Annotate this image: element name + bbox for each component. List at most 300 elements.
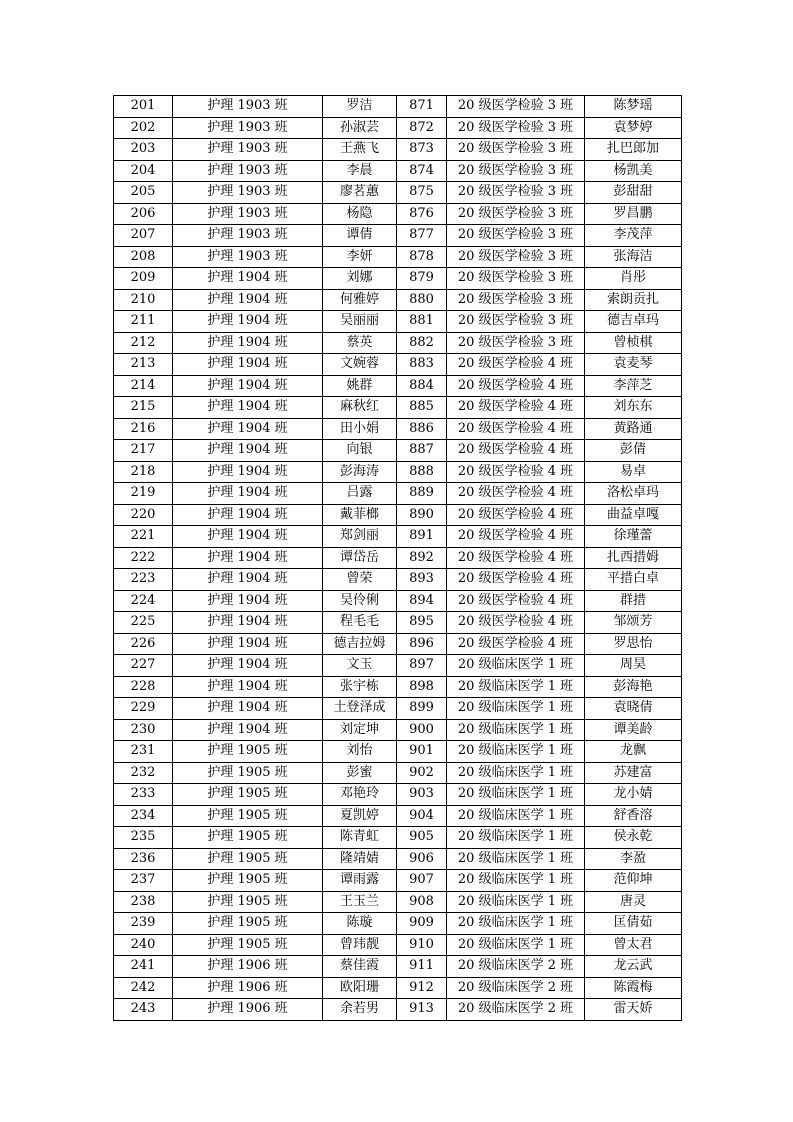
table-row — [114, 977, 682, 999]
class-cell: 护理 1904 班 — [173, 311, 323, 333]
name-cell-right: 龙云武 — [585, 956, 682, 978]
table-row — [114, 719, 682, 741]
name-cell: 刘定坤 — [323, 719, 397, 741]
table-row — [114, 483, 682, 505]
name-cell-right: 邹颂芳 — [585, 612, 682, 634]
class-cell-right: 20 级临床医学 1 班 — [447, 848, 585, 870]
seat-number-cell: 873 — [397, 139, 447, 161]
seat-number-cell: 879 — [397, 268, 447, 290]
name-cell: 吴丽丽 — [323, 311, 397, 333]
class-cell-right: 20 级医学检验 4 班 — [447, 397, 585, 419]
name-cell: 陈青虹 — [323, 827, 397, 849]
class-cell: 护理 1904 班 — [173, 375, 323, 397]
seat-number-cell: 877 — [397, 225, 447, 247]
seat-number-cell: 900 — [397, 719, 447, 741]
class-cell: 护理 1904 班 — [173, 483, 323, 505]
name-cell-right: 袁晓倩 — [585, 698, 682, 720]
row-number-cell: 219 — [114, 483, 173, 505]
row-number-cell: 229 — [114, 698, 173, 720]
row-number-cell: 237 — [114, 870, 173, 892]
row-number-cell: 241 — [114, 956, 173, 978]
class-cell: 护理 1904 班 — [173, 354, 323, 376]
class-cell: 护理 1904 班 — [173, 655, 323, 677]
class-cell-right: 20 级临床医学 1 班 — [447, 827, 585, 849]
name-cell: 曾荣 — [323, 569, 397, 591]
row-number-cell: 222 — [114, 547, 173, 569]
name-cell: 罗洁 — [323, 96, 397, 118]
class-cell-right: 20 级临床医学 2 班 — [447, 977, 585, 999]
seat-number-cell: 893 — [397, 569, 447, 591]
name-cell: 曾玮靓 — [323, 934, 397, 956]
table-row — [114, 246, 682, 268]
class-cell-right: 20 级医学检验 3 班 — [447, 225, 585, 247]
name-cell-right: 扎西措姆 — [585, 547, 682, 569]
table-row — [114, 418, 682, 440]
class-cell: 护理 1904 班 — [173, 418, 323, 440]
name-cell-right: 群措 — [585, 590, 682, 612]
class-cell: 护理 1905 班 — [173, 891, 323, 913]
class-cell-right: 20 级临床医学 1 班 — [447, 913, 585, 935]
table-row — [114, 956, 682, 978]
name-cell: 欧阳珊 — [323, 977, 397, 999]
class-cell-right: 20 级医学检验 4 班 — [447, 461, 585, 483]
name-cell: 谭雨露 — [323, 870, 397, 892]
class-cell: 护理 1904 班 — [173, 612, 323, 634]
name-cell-right: 雷天娇 — [585, 999, 682, 1021]
row-number-cell: 218 — [114, 461, 173, 483]
class-cell-right: 20 级医学检验 3 班 — [447, 246, 585, 268]
seat-number-cell: 885 — [397, 397, 447, 419]
class-cell-right: 20 级临床医学 1 班 — [447, 741, 585, 763]
name-cell-right: 范仰坤 — [585, 870, 682, 892]
name-cell: 蔡佳霞 — [323, 956, 397, 978]
class-cell: 护理 1904 班 — [173, 526, 323, 548]
class-cell: 护理 1906 班 — [173, 999, 323, 1021]
name-cell: 廖茗蕙 — [323, 182, 397, 204]
table-row — [114, 461, 682, 483]
name-cell-right: 龙飘 — [585, 741, 682, 763]
table-row — [114, 440, 682, 462]
class-cell: 护理 1905 班 — [173, 870, 323, 892]
class-cell: 护理 1903 班 — [173, 225, 323, 247]
seat-number-cell: 911 — [397, 956, 447, 978]
name-cell: 麻秋红 — [323, 397, 397, 419]
class-cell: 护理 1904 班 — [173, 397, 323, 419]
table-row — [114, 117, 682, 139]
row-number-cell: 231 — [114, 741, 173, 763]
class-cell: 护理 1903 班 — [173, 246, 323, 268]
class-cell-right: 20 级医学检验 4 班 — [447, 354, 585, 376]
row-number-cell: 207 — [114, 225, 173, 247]
class-cell: 护理 1904 班 — [173, 504, 323, 526]
class-cell-right: 20 级医学检验 3 班 — [447, 311, 585, 333]
name-cell-right: 袁梦婷 — [585, 117, 682, 139]
name-cell-right: 索朗贡扎 — [585, 289, 682, 311]
name-cell-right: 陈梦瑶 — [585, 96, 682, 118]
row-number-cell: 217 — [114, 440, 173, 462]
table-row — [114, 827, 682, 849]
seat-number-cell: 892 — [397, 547, 447, 569]
name-cell-right: 刘东东 — [585, 397, 682, 419]
name-cell-right: 龙小婧 — [585, 784, 682, 806]
table-row — [114, 633, 682, 655]
table-row — [114, 698, 682, 720]
name-cell-right: 洛松卓玛 — [585, 483, 682, 505]
name-cell: 邓艳玲 — [323, 784, 397, 806]
table-row — [114, 547, 682, 569]
class-cell: 护理 1904 班 — [173, 547, 323, 569]
table-row — [114, 848, 682, 870]
name-cell: 隆靖婧 — [323, 848, 397, 870]
class-cell-right: 20 级医学检验 4 班 — [447, 547, 585, 569]
table-row — [114, 375, 682, 397]
class-cell-right: 20 级医学检验 3 班 — [447, 268, 585, 290]
class-cell: 护理 1904 班 — [173, 698, 323, 720]
table-row — [114, 741, 682, 763]
class-cell-right: 20 级临床医学 1 班 — [447, 870, 585, 892]
row-number-cell: 232 — [114, 762, 173, 784]
row-number-cell: 224 — [114, 590, 173, 612]
seat-number-cell: 874 — [397, 160, 447, 182]
class-cell-right: 20 级医学检验 4 班 — [447, 375, 585, 397]
class-cell: 护理 1903 班 — [173, 117, 323, 139]
seat-number-cell: 875 — [397, 182, 447, 204]
class-cell-right: 20 级临床医学 2 班 — [447, 956, 585, 978]
class-cell-right: 20 级医学检验 4 班 — [447, 590, 585, 612]
class-cell: 护理 1904 班 — [173, 332, 323, 354]
class-cell-right: 20 级临床医学 1 班 — [447, 719, 585, 741]
row-number-cell: 215 — [114, 397, 173, 419]
row-number-cell: 209 — [114, 268, 173, 290]
class-cell-right: 20 级医学检验 4 班 — [447, 440, 585, 462]
name-cell-right: 罗昌鹏 — [585, 203, 682, 225]
seat-number-cell: 880 — [397, 289, 447, 311]
class-cell-right: 20 级医学检验 4 班 — [447, 569, 585, 591]
class-cell-right: 20 级医学检验 3 班 — [447, 182, 585, 204]
name-cell-right: 唐灵 — [585, 891, 682, 913]
name-cell-right: 平措白卓 — [585, 569, 682, 591]
seat-number-cell: 901 — [397, 741, 447, 763]
class-cell-right: 20 级医学检验 4 班 — [447, 633, 585, 655]
name-cell: 陈璇 — [323, 913, 397, 935]
class-cell: 护理 1903 班 — [173, 160, 323, 182]
row-number-cell: 243 — [114, 999, 173, 1021]
name-cell: 刘娜 — [323, 268, 397, 290]
seat-number-cell: 887 — [397, 440, 447, 462]
row-number-cell: 212 — [114, 332, 173, 354]
table-row — [114, 311, 682, 333]
seat-number-cell: 903 — [397, 784, 447, 806]
name-cell-right: 德吉卓玛 — [585, 311, 682, 333]
table-row — [114, 268, 682, 290]
class-cell-right: 20 级医学检验 4 班 — [447, 504, 585, 526]
table-row — [114, 612, 682, 634]
row-number-cell: 211 — [114, 311, 173, 333]
class-cell-right: 20 级医学检验 3 班 — [447, 332, 585, 354]
seat-number-cell: 896 — [397, 633, 447, 655]
row-number-cell: 239 — [114, 913, 173, 935]
class-cell: 护理 1904 班 — [173, 461, 323, 483]
name-cell: 张宇栋 — [323, 676, 397, 698]
class-cell-right: 20 级临床医学 1 班 — [447, 676, 585, 698]
table-row — [114, 289, 682, 311]
class-cell-right: 20 级医学检验 3 班 — [447, 117, 585, 139]
name-cell-right: 黄路通 — [585, 418, 682, 440]
seat-number-cell: 876 — [397, 203, 447, 225]
seat-number-cell: 891 — [397, 526, 447, 548]
row-number-cell: 225 — [114, 612, 173, 634]
class-cell-right: 20 级临床医学 1 班 — [447, 891, 585, 913]
class-cell: 护理 1905 班 — [173, 913, 323, 935]
class-cell-right: 20 级临床医学 1 班 — [447, 655, 585, 677]
row-number-cell: 216 — [114, 418, 173, 440]
seat-number-cell: 884 — [397, 375, 447, 397]
class-cell: 护理 1906 班 — [173, 977, 323, 999]
name-cell-right: 彭海艳 — [585, 676, 682, 698]
name-cell: 程毛毛 — [323, 612, 397, 634]
seat-number-cell: 878 — [397, 246, 447, 268]
class-cell-right: 20 级临床医学 1 班 — [447, 784, 585, 806]
name-cell: 何雅婷 — [323, 289, 397, 311]
class-cell: 护理 1904 班 — [173, 633, 323, 655]
table-row — [114, 891, 682, 913]
table-row — [114, 784, 682, 806]
table-row — [114, 139, 682, 161]
name-cell-right: 匡倩茹 — [585, 913, 682, 935]
class-cell-right: 20 级临床医学 1 班 — [447, 805, 585, 827]
class-cell: 护理 1905 班 — [173, 784, 323, 806]
table-row — [114, 805, 682, 827]
seat-number-cell: 905 — [397, 827, 447, 849]
class-cell: 护理 1903 班 — [173, 96, 323, 118]
table-row — [114, 203, 682, 225]
name-cell: 谭岱岳 — [323, 547, 397, 569]
class-cell-right: 20 级医学检验 4 班 — [447, 483, 585, 505]
name-cell: 文玉 — [323, 655, 397, 677]
table-row — [114, 870, 682, 892]
row-number-cell: 230 — [114, 719, 173, 741]
row-number-cell: 208 — [114, 246, 173, 268]
seat-number-cell: 899 — [397, 698, 447, 720]
seat-number-cell: 913 — [397, 999, 447, 1021]
row-number-cell: 203 — [114, 139, 173, 161]
row-number-cell: 210 — [114, 289, 173, 311]
table-row — [114, 934, 682, 956]
class-cell: 护理 1906 班 — [173, 956, 323, 978]
class-cell: 护理 1904 班 — [173, 590, 323, 612]
name-cell: 杨隐 — [323, 203, 397, 225]
name-cell-right: 李茂萍 — [585, 225, 682, 247]
class-cell-right: 20 级医学检验 4 班 — [447, 526, 585, 548]
row-number-cell: 204 — [114, 160, 173, 182]
name-cell: 郑剑丽 — [323, 526, 397, 548]
seat-number-cell: 872 — [397, 117, 447, 139]
class-cell-right: 20 级医学检验 3 班 — [447, 139, 585, 161]
seat-number-cell: 883 — [397, 354, 447, 376]
name-cell-right: 李盈 — [585, 848, 682, 870]
row-number-cell: 238 — [114, 891, 173, 913]
name-cell-right: 袁麦琴 — [585, 354, 682, 376]
seat-number-cell: 897 — [397, 655, 447, 677]
seat-number-cell: 894 — [397, 590, 447, 612]
name-cell-right: 肖彤 — [585, 268, 682, 290]
row-number-cell: 233 — [114, 784, 173, 806]
name-cell: 刘怡 — [323, 741, 397, 763]
seat-number-cell: 910 — [397, 934, 447, 956]
class-cell: 护理 1904 班 — [173, 719, 323, 741]
name-cell: 夏凯婷 — [323, 805, 397, 827]
table-row — [114, 332, 682, 354]
name-cell-right: 易卓 — [585, 461, 682, 483]
row-number-cell: 213 — [114, 354, 173, 376]
row-number-cell: 236 — [114, 848, 173, 870]
class-cell-right: 20 级医学检验 4 班 — [447, 612, 585, 634]
table-row — [114, 526, 682, 548]
name-cell-right: 谭美龄 — [585, 719, 682, 741]
name-cell: 蔡英 — [323, 332, 397, 354]
seat-number-cell: 882 — [397, 332, 447, 354]
class-cell: 护理 1903 班 — [173, 203, 323, 225]
table-row — [114, 655, 682, 677]
name-cell-right: 侯永乾 — [585, 827, 682, 849]
roster-body — [114, 96, 682, 1021]
seat-number-cell: 890 — [397, 504, 447, 526]
name-cell: 彭海涛 — [323, 461, 397, 483]
name-cell: 吕露 — [323, 483, 397, 505]
class-cell: 护理 1903 班 — [173, 139, 323, 161]
class-cell-right: 20 级临床医学 1 班 — [447, 698, 585, 720]
class-cell-right: 20 级医学检验 3 班 — [447, 289, 585, 311]
name-cell: 文婉蓉 — [323, 354, 397, 376]
seat-number-cell: 898 — [397, 676, 447, 698]
table-row — [114, 676, 682, 698]
seat-number-cell: 908 — [397, 891, 447, 913]
name-cell: 戴菲榔 — [323, 504, 397, 526]
row-number-cell: 214 — [114, 375, 173, 397]
name-cell-right: 苏建富 — [585, 762, 682, 784]
class-cell: 护理 1905 班 — [173, 827, 323, 849]
row-number-cell: 206 — [114, 203, 173, 225]
name-cell: 吴伶俐 — [323, 590, 397, 612]
table-row — [114, 590, 682, 612]
seat-number-cell: 907 — [397, 870, 447, 892]
table-row — [114, 569, 682, 591]
seat-number-cell: 895 — [397, 612, 447, 634]
class-cell: 护理 1905 班 — [173, 934, 323, 956]
seat-number-cell: 889 — [397, 483, 447, 505]
name-cell-right: 彭倩 — [585, 440, 682, 462]
class-cell: 护理 1904 班 — [173, 268, 323, 290]
name-cell: 彭蜜 — [323, 762, 397, 784]
class-cell: 护理 1905 班 — [173, 805, 323, 827]
name-cell: 王燕飞 — [323, 139, 397, 161]
table-row — [114, 354, 682, 376]
name-cell-right: 曾太君 — [585, 934, 682, 956]
class-cell: 护理 1905 班 — [173, 848, 323, 870]
row-number-cell: 234 — [114, 805, 173, 827]
name-cell-right: 彭甜甜 — [585, 182, 682, 204]
name-cell-right: 扎巴郎加 — [585, 139, 682, 161]
name-cell: 余若男 — [323, 999, 397, 1021]
row-number-cell: 228 — [114, 676, 173, 698]
name-cell: 向银 — [323, 440, 397, 462]
table-row — [114, 160, 682, 182]
row-number-cell: 201 — [114, 96, 173, 118]
class-cell: 护理 1904 班 — [173, 289, 323, 311]
row-number-cell: 220 — [114, 504, 173, 526]
name-cell: 土登泽成 — [323, 698, 397, 720]
seat-number-cell: 904 — [397, 805, 447, 827]
row-number-cell: 235 — [114, 827, 173, 849]
table-row — [114, 225, 682, 247]
table-row — [114, 96, 682, 118]
seat-number-cell: 886 — [397, 418, 447, 440]
name-cell: 田小娟 — [323, 418, 397, 440]
table-row — [114, 999, 682, 1021]
class-cell-right: 20 级医学检验 3 班 — [447, 160, 585, 182]
table-row — [114, 397, 682, 419]
class-cell-right: 20 级临床医学 1 班 — [447, 934, 585, 956]
class-cell-right: 20 级临床医学 1 班 — [447, 762, 585, 784]
class-cell: 护理 1904 班 — [173, 440, 323, 462]
name-cell: 德吉拉姆 — [323, 633, 397, 655]
name-cell-right: 舒香溶 — [585, 805, 682, 827]
name-cell-right: 李萍芝 — [585, 375, 682, 397]
class-cell-right: 20 级医学检验 3 班 — [447, 96, 585, 118]
name-cell-right: 陈霞梅 — [585, 977, 682, 999]
name-cell-right: 张海洁 — [585, 246, 682, 268]
row-number-cell: 223 — [114, 569, 173, 591]
name-cell-right: 杨凯美 — [585, 160, 682, 182]
row-number-cell: 205 — [114, 182, 173, 204]
table-row — [114, 182, 682, 204]
row-number-cell: 226 — [114, 633, 173, 655]
seat-number-cell: 871 — [397, 96, 447, 118]
name-cell-right: 曾桢棋 — [585, 332, 682, 354]
name-cell-right: 周昊 — [585, 655, 682, 677]
class-cell-right: 20 级医学检验 4 班 — [447, 418, 585, 440]
name-cell-right: 曲益卓嘎 — [585, 504, 682, 526]
roster-table — [113, 95, 682, 1021]
name-cell: 谭倩 — [323, 225, 397, 247]
class-cell: 护理 1905 班 — [173, 741, 323, 763]
class-cell-right: 20 级临床医学 2 班 — [447, 999, 585, 1021]
seat-number-cell: 906 — [397, 848, 447, 870]
class-cell-right: 20 级医学检验 3 班 — [447, 203, 585, 225]
row-number-cell: 227 — [114, 655, 173, 677]
class-cell: 护理 1904 班 — [173, 676, 323, 698]
row-number-cell: 202 — [114, 117, 173, 139]
seat-number-cell: 902 — [397, 762, 447, 784]
table-row — [114, 504, 682, 526]
seat-number-cell: 888 — [397, 461, 447, 483]
table-row — [114, 913, 682, 935]
class-cell: 护理 1904 班 — [173, 569, 323, 591]
row-number-cell: 221 — [114, 526, 173, 548]
name-cell: 王玉兰 — [323, 891, 397, 913]
class-cell: 护理 1905 班 — [173, 762, 323, 784]
name-cell: 李妍 — [323, 246, 397, 268]
seat-number-cell: 881 — [397, 311, 447, 333]
table-row — [114, 762, 682, 784]
seat-number-cell: 912 — [397, 977, 447, 999]
seat-number-cell: 909 — [397, 913, 447, 935]
name-cell-right: 罗思怡 — [585, 633, 682, 655]
name-cell: 李晨 — [323, 160, 397, 182]
row-number-cell: 240 — [114, 934, 173, 956]
name-cell: 孙淑芸 — [323, 117, 397, 139]
class-cell: 护理 1903 班 — [173, 182, 323, 204]
